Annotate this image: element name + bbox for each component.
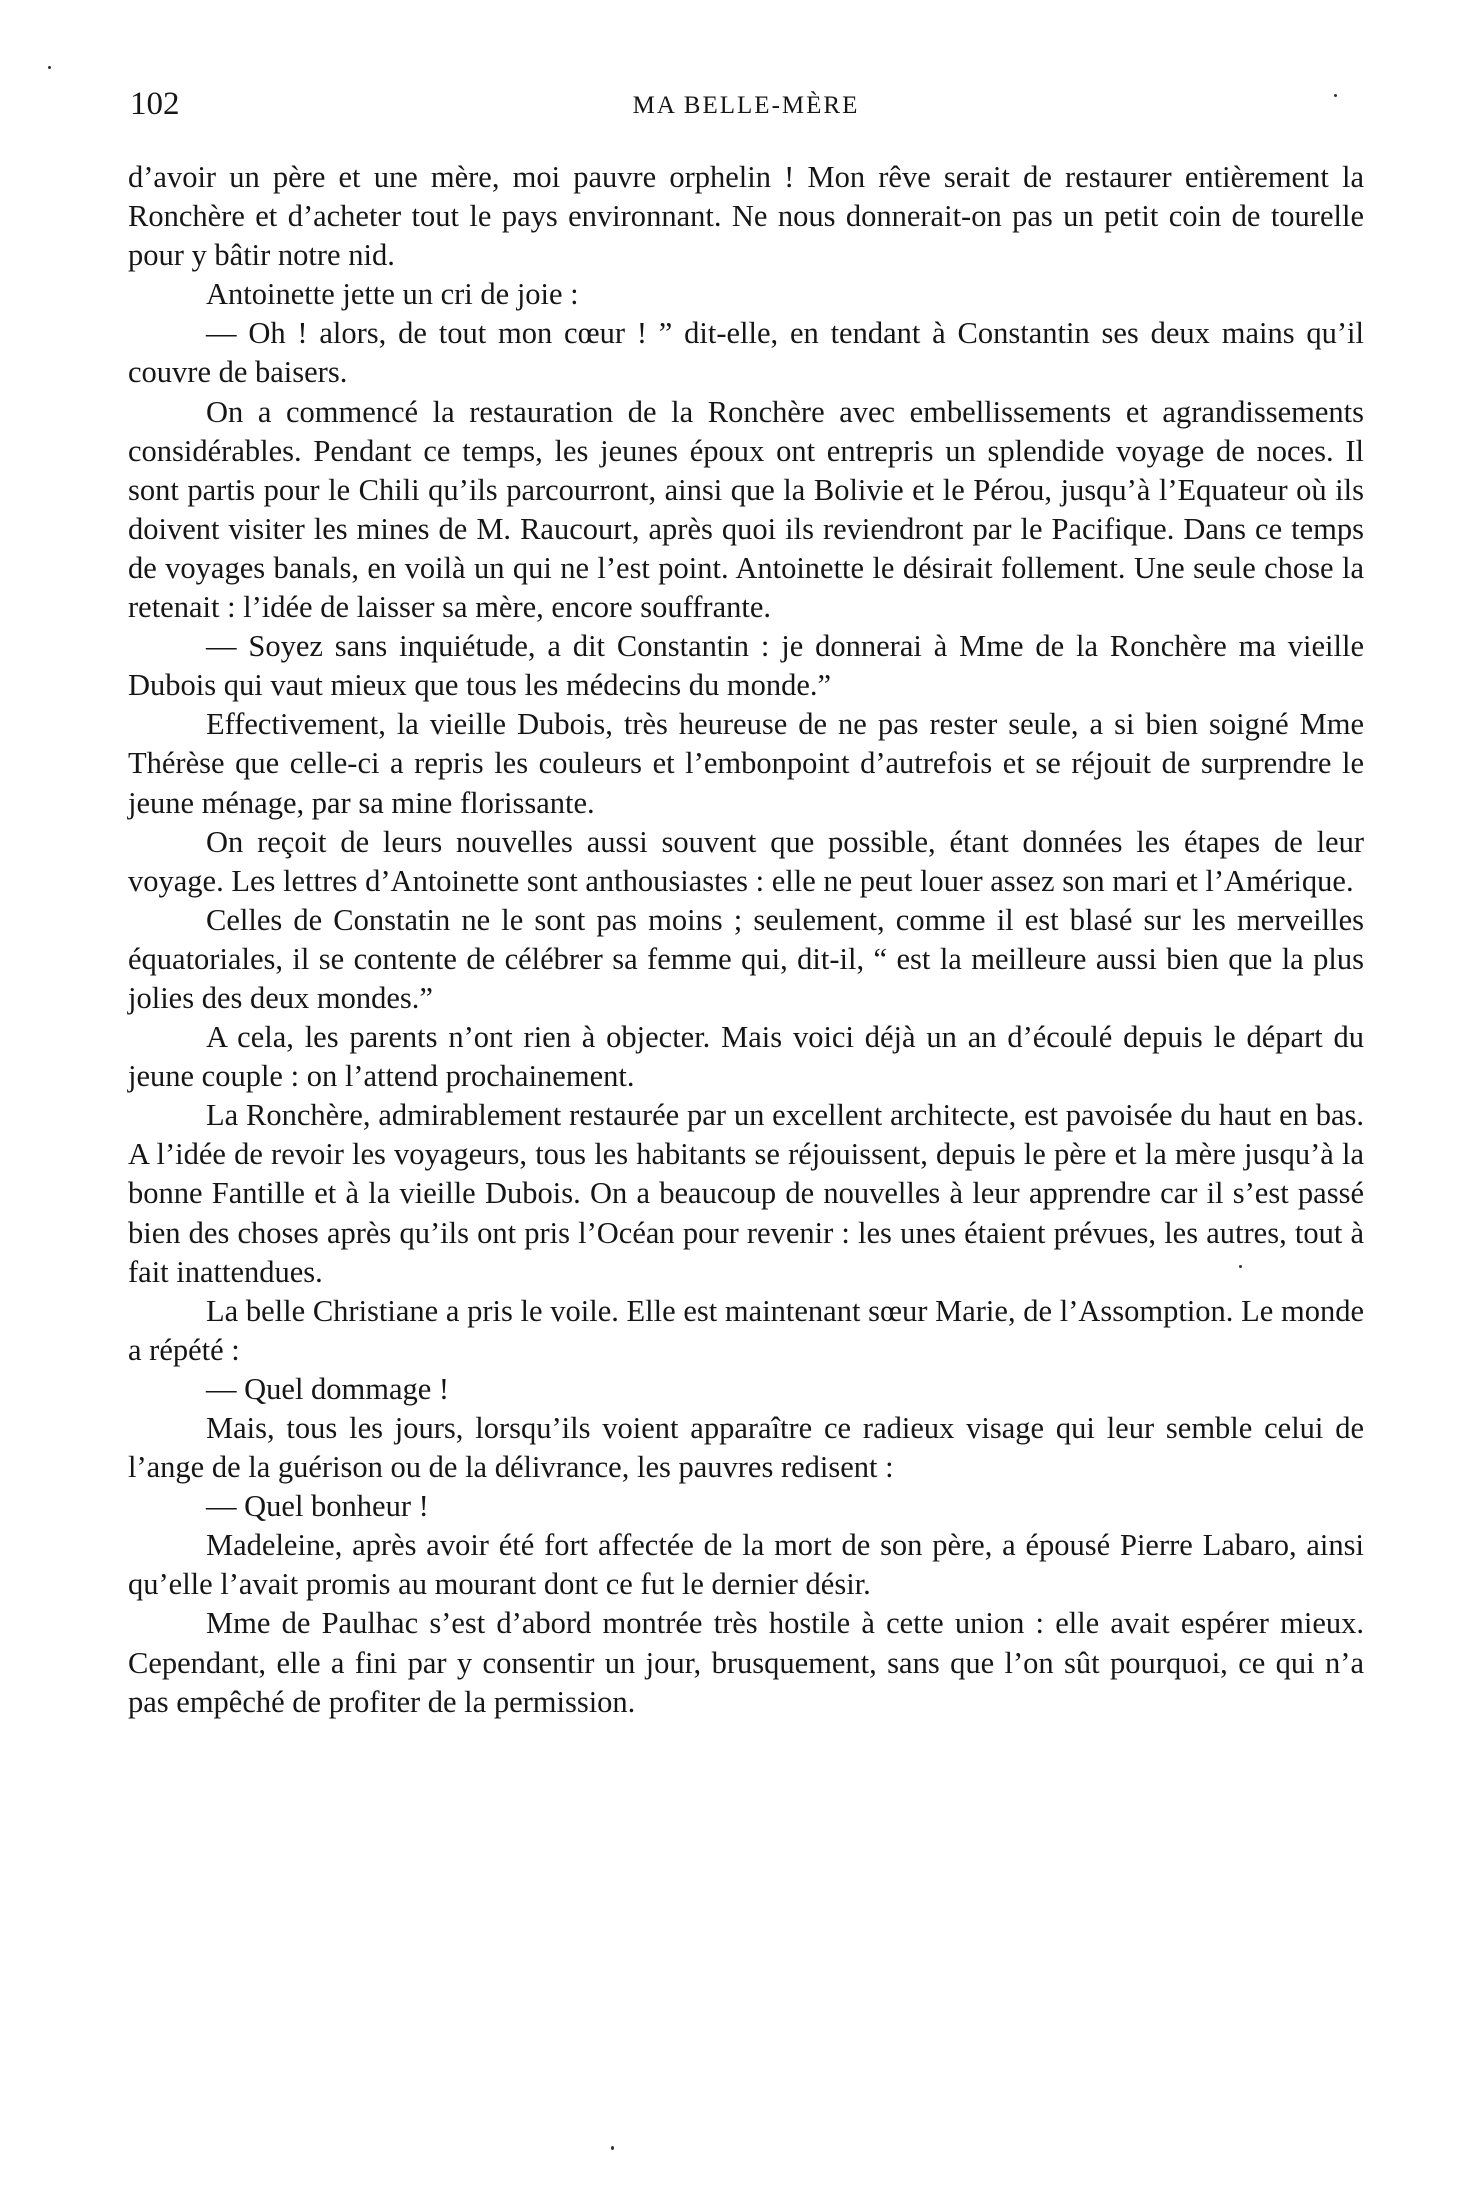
paragraph: — Oh ! alors, de tout mon cœur ! ” dit-elle, en tendant à Constantin ses deux mains qu’il couvre de baisers. [128,316,1364,390]
scan-speck [1334,94,1337,97]
paragraph: La belle Christiane a pris le voile. Elle est maintenant sœur Marie, de l’Assomption. Le monde a répété : [128,1293,1364,1367]
paragraph: — Soyez sans inquiétude, a dit Constantin : je donnerai à Mme de la Ronchère ma vieille Dubois qui vaut mieux que tous les médecins du monde.” [128,629,1364,703]
running-head: MA BELLE-MÈRE [632,92,860,119]
body-text [128,158,1364,1722]
paragraph: On a commencé la restauration de la Ronchère avec embellissements et agrandissements considérables. Pendant ce temps, les jeunes époux ont entrepris un splendide voyage de noces. Il sont partis pour le Chili qu’ils parcourront, ainsi que la Bolivie et le Pérou, jusqu’à l’Equateur où ils doivent visiter les mines de M. Raucourt, après quoi ils reviendront par le Pacifique. Dans ce temps de voyages banals, en voilà un qui ne l’est point. Antoinette le désirait follement. Une seule chose la retenait : l’idée de laisser sa mère, encore souffrante. [128,394,1364,625]
scan-speck [48,66,51,69]
paragraph: On reçoit de leurs nouvelles aussi souvent que possible, étant données les étapes de leur voyage. Les lettres d’Antoinette sont anthousiastes : elle ne peut louer assez son mari et l’Amérique. [128,824,1364,898]
paragraph: Celles de Constatin ne le sont pas moins ; seulement, comme il est blasé sur les merveilles équatoriales, il se contente de célébrer sa femme qui, dit-il, “ est la meilleure aussi bien que la plus jolies des deux mondes.” [128,902,1364,1015]
paragraph: Effectivement, la vieille Dubois, très heureuse de ne pas rester seule, a si bien soigné Mme Thérèse que celle-ci a repris les couleurs et l’embonpoint d’autrefois et se réjouit de surprendre le jeune ménage, par sa mine florissante. [128,707,1364,820]
paragraph: Mais, tous les jours, lorsqu’ils voient apparaître ce radieux visage qui leur semble celui de l’ange de la guérison ou de la délivrance, les pauvres redisent : [128,1411,1364,1485]
paragraph: Antoinette jette un cri de joie : [206,277,579,312]
page-number: 102 [130,86,180,122]
scan-speck [611,2146,614,2150]
paragraph: Madeleine, après avoir été fort affectée de la mort de son père, a épousé Pierre Labaro, ainsi qu’elle l’avait promis au mourant dont ce fut le dernier désir. [128,1528,1364,1602]
paragraph: d’avoir un père et une mère, moi pauvre orphelin ! Mon rêve serait de restaurer entièrement la Ronchère et d’acheter tout le pays environnant. Ne nous donnerait-on pas un petit coin de tourelle pour y bâtir notre nid. [128,160,1364,273]
scan-speck [1239,1265,1242,1268]
paragraph: Mme de Paulhac s’est d’abord montrée très hostile à cette union : elle avait espérer mieux. Cependant, elle a fini par y consentir un jour, brusquement, sans que l’on sût pourquoi, ce qui n’a pas empêché de profiter de la permission. [128,1606,1364,1719]
paragraph: — Quel dommage ! [206,1371,450,1406]
paragraph: — Quel bonheur ! [206,1489,429,1524]
paragraph: La Ronchère, admirablement restaurée par un excellent architecte, est pavoisée du haut en bas. A l’idée de revoir les voyageurs, tous les habitants se réjouissent, depuis le père et la mère jusqu’à la bonne Fantille et à la vieille Dubois. On a beaucoup de nouvelles à leur apprendre car il s’est passé bien des choses après qu’ils ont pris l’Océan pour revenir : les unes étaient prévues, les autres, tout à fait inattendues. [128,1098,1364,1289]
paragraph: A cela, les parents n’ont rien à objecter. Mais voici déjà un an d’écoulé depuis le départ du jeune couple : on l’attend prochainement. [128,1020,1364,1094]
page-header [130,84,1362,128]
